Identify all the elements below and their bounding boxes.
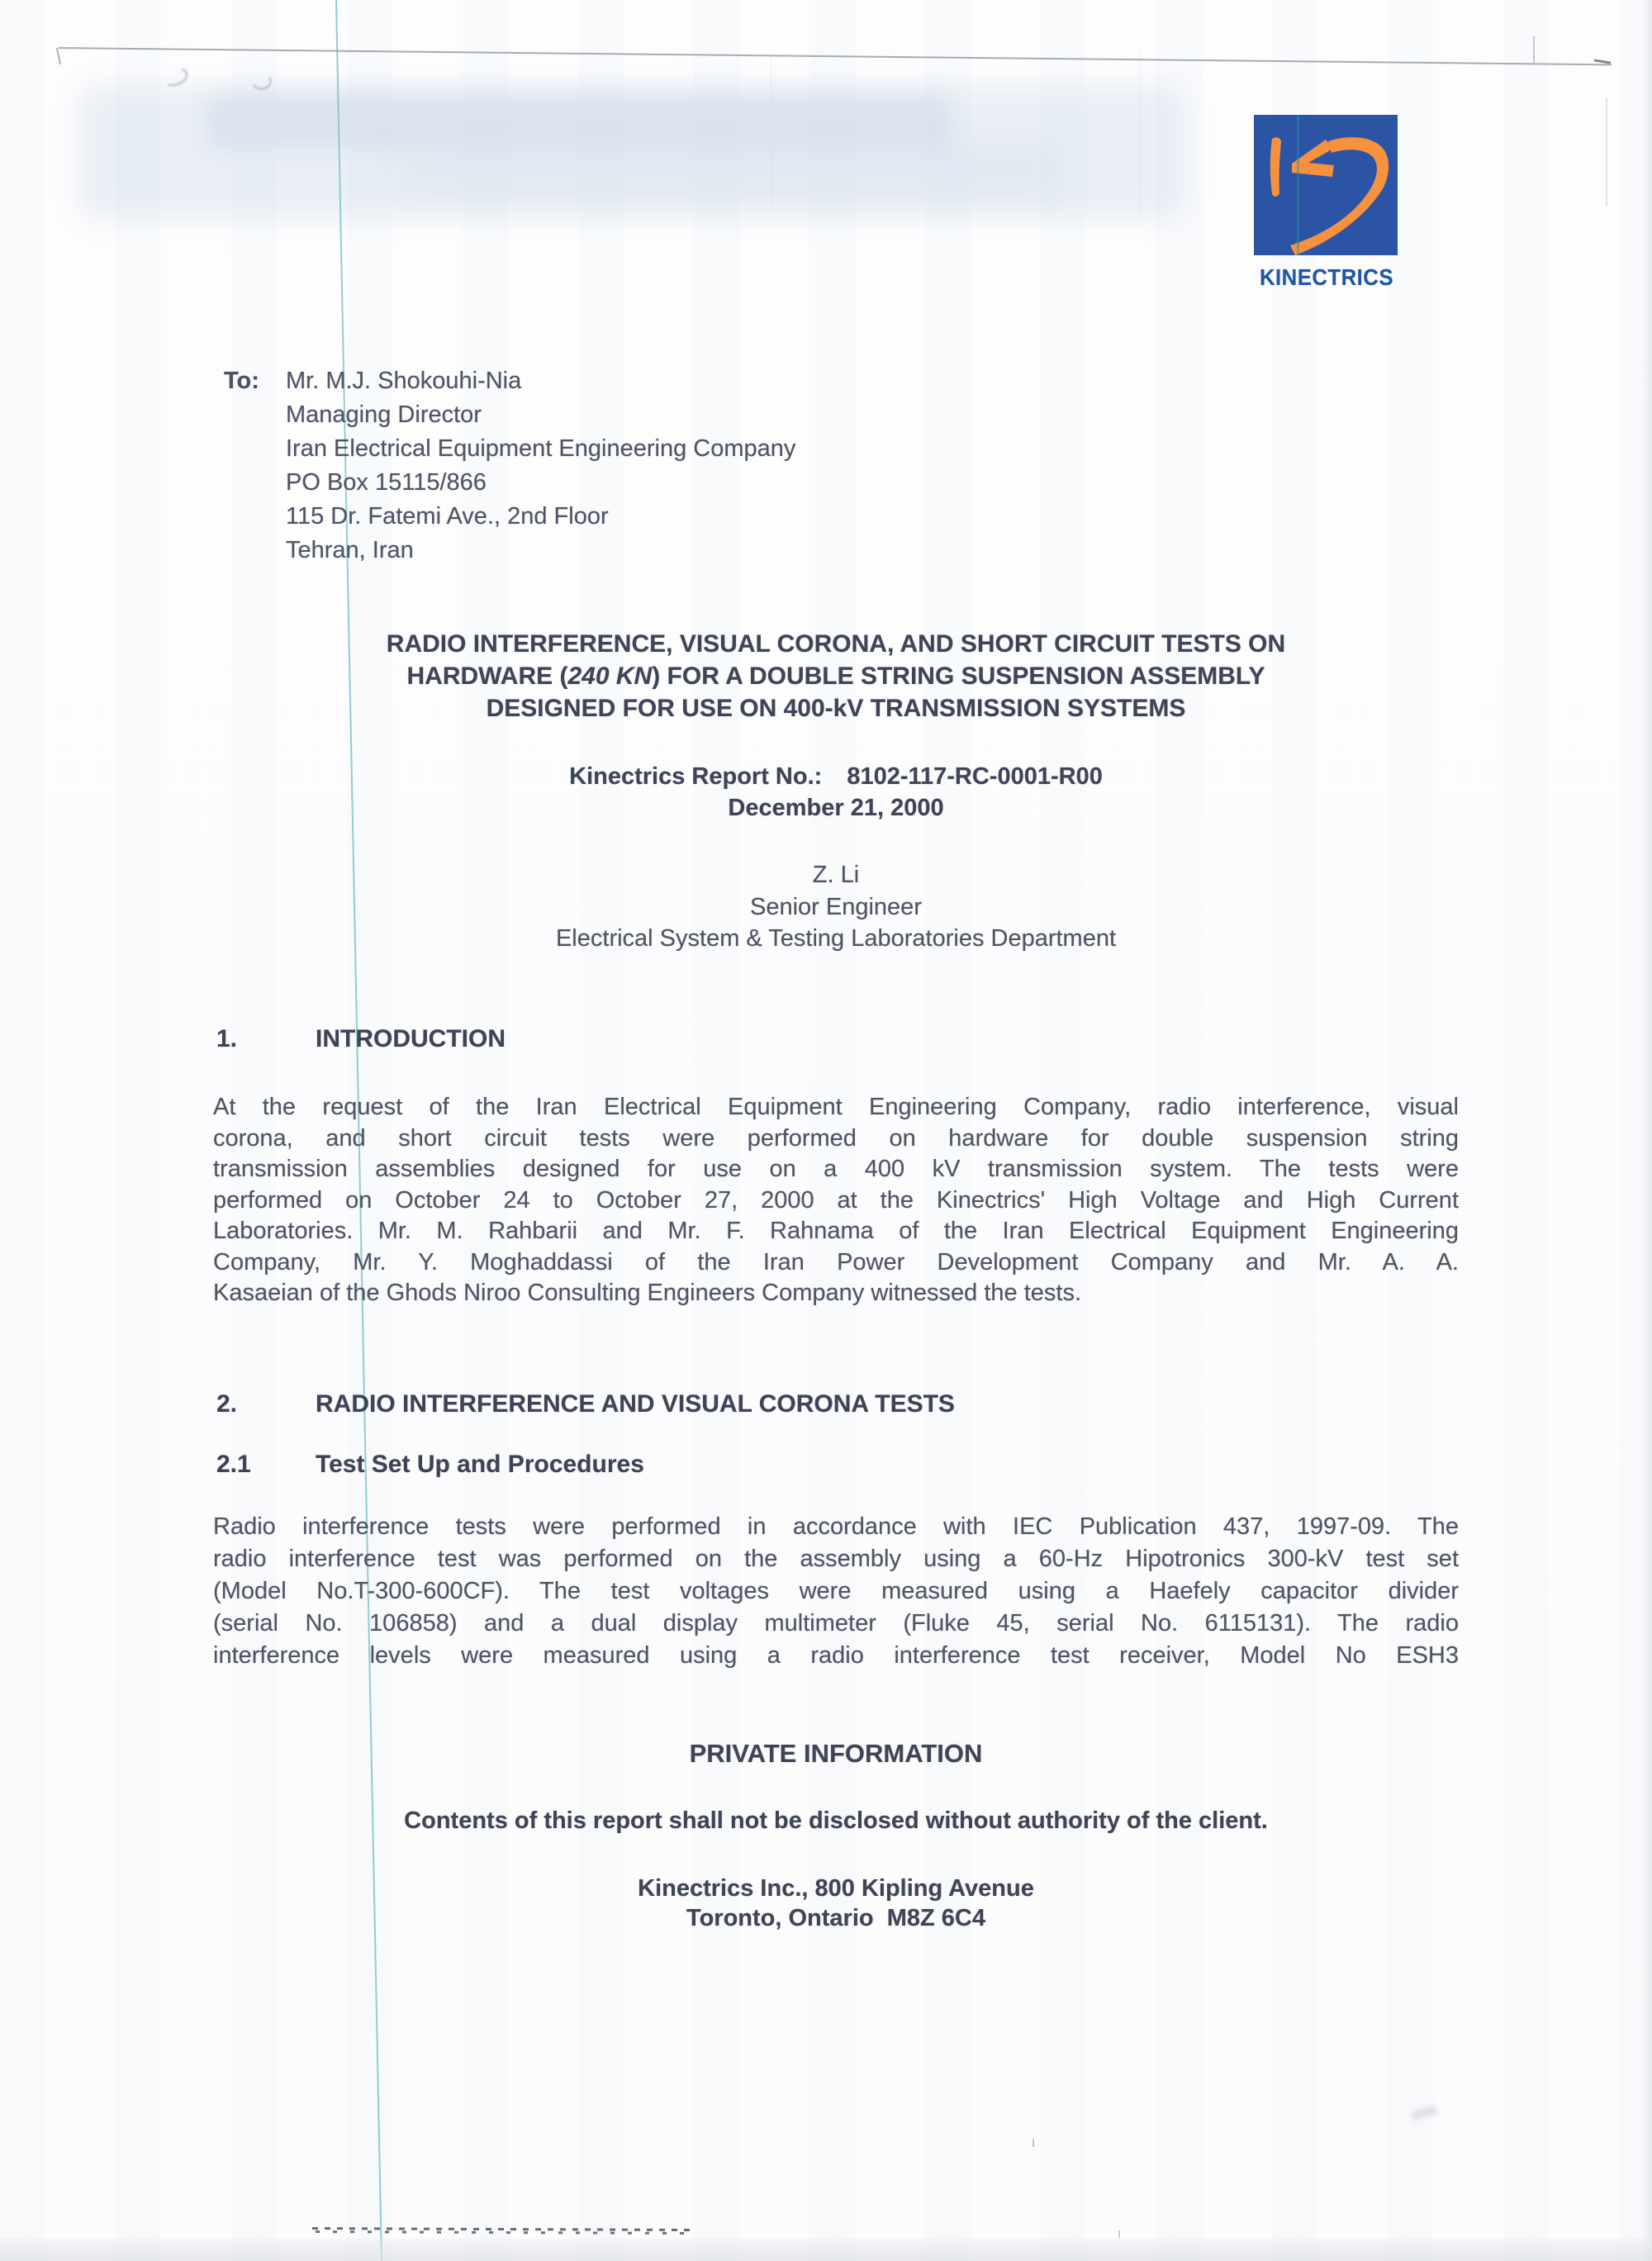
- intro-line: Laboratories. Mr. M. Rahbarii and Mr. F. Rahnama of the Iran Electrical Equipment Engineering: [213, 1218, 1459, 1244]
- setup-line: Radio interference tests were performed in accordance with IEC Publication 437, 1997-09. The: [213, 1513, 1459, 1540]
- scan-corner-tick: [1533, 36, 1535, 63]
- recipient-pobox: PO Box 15115/866: [286, 469, 487, 496]
- redacted-blur-band: [396, 140, 1057, 198]
- report-title-line2: HARDWARE (240 KN) FOR A DOUBLE STRING SUSPENSION ASSEMBLY: [406, 663, 1265, 690]
- kinectrics-wordmark: KINECTRICS: [1259, 264, 1393, 290]
- section-2-title: RADIO INTERFERENCE AND VISUAL CORONA TESTS: [316, 1390, 955, 1418]
- author-name: Z. Li: [812, 862, 860, 888]
- report-date: December 21, 2000: [728, 795, 944, 821]
- scan-edge-tick: [56, 48, 61, 64]
- author-department: Electrical System & Testing Laboratories Department: [555, 925, 1117, 952]
- intro-paragraph: [213, 1092, 1459, 1309]
- company-address-line2: Toronto, Ontario M8Z 6C4: [686, 1905, 985, 1931]
- intro-line: Kasaeian of the Ghods Niroo Consulting Engineers Company witnessed the tests.: [213, 1280, 1082, 1306]
- setup-line: (Model No.T-300-600CF). The test voltages were measured using a Haefely capacitor divider: [213, 1578, 1459, 1604]
- report-title: [213, 628, 1459, 724]
- setup-line: radio interference test was performed on the assembly using a 60-Hz Hipotronics 300-kV test set: [213, 1546, 1459, 1572]
- page-right-shadow: [1642, 0, 1652, 2261]
- scan-streak-in-logo: [1297, 115, 1299, 255]
- setup-line: interference levels were measured using a radio interference test receiver, Model No ESH3: [213, 1642, 1459, 1669]
- recipient-street: 115 Dr. Fatemi Ave., 2nd Floor: [286, 503, 609, 530]
- section-1-number: 1.: [216, 1025, 238, 1052]
- section-2-1-number: 2.1: [216, 1451, 251, 1478]
- scan-edge-line: [59, 47, 1612, 65]
- company-address-line1: Kinectrics Inc., 800 Kipling Avenue: [638, 1875, 1034, 1902]
- intro-line: transmission assemblies designed for use on a 400 kV transmission system. The tests were: [213, 1156, 1459, 1182]
- author-block: [213, 859, 1459, 955]
- recipient-role: Managing Director: [286, 401, 482, 428]
- title-italic-rating: 240 KN: [567, 663, 653, 690]
- kinectrics-logo-mark: [1254, 115, 1398, 255]
- report-number-label: Kinectrics Report No.:: [569, 763, 823, 790]
- confidentiality-notice: Contents of this report shall not be disclosed without authority of the client.: [404, 1807, 1268, 1834]
- scan-edge-sliver: [1606, 97, 1607, 207]
- setup-line: (serial No. 106858) and a dual display multimeter (Fluke 45, serial No. 6115131). The radio: [213, 1610, 1459, 1636]
- author-role: Senior Engineer: [750, 893, 922, 920]
- recipient-company: Iran Electrical Equipment Engineering Company: [286, 435, 796, 462]
- recipient-name: Mr. M.J. Shokouhi-Nia: [286, 368, 522, 394]
- section-1-title: INTRODUCTION: [316, 1025, 506, 1052]
- report-title-line3: DESIGNED FOR USE ON 400-kV TRANSMISSION SYSTEMS: [486, 695, 1186, 722]
- report-title-line1: RADIO INTERFERENCE, VISUAL CORONA, AND SHORT CIRCUIT TESTS ON: [386, 630, 1286, 658]
- scan-speck: [1118, 2230, 1120, 2238]
- cut-off-text-row: [312, 2227, 692, 2235]
- intro-line: Company, Mr. Y. Moghaddassi of the Iran Power Development Company and Mr. A. A.: [213, 1248, 1459, 1275]
- setup-paragraph: [213, 1511, 1459, 1672]
- scan-fold-line: [1140, 50, 1141, 215]
- report-number-line: [213, 761, 1459, 792]
- page-bottom-shadow: [0, 2239, 1652, 2261]
- scan-smudge: [1412, 2105, 1438, 2121]
- section-2-number: 2.: [216, 1390, 238, 1418]
- kinectrics-logo: [1254, 115, 1398, 291]
- recipient-address: [286, 364, 1029, 568]
- section-2-1-title: Test Set Up and Procedures: [316, 1451, 644, 1478]
- report-number-value: 8102-117-RC-0001-R00: [847, 763, 1103, 790]
- report-number-block: [213, 761, 1459, 824]
- intro-line: corona, and short circuit tests were performed on hardware for double suspension string: [213, 1124, 1459, 1152]
- scan-speck: [1032, 2139, 1034, 2147]
- intro-line: At the request of the Iran Electrical Equipment Engineering Company, radio interference, visual: [213, 1094, 1459, 1120]
- intro-line: performed on October 24 to October 27, 2000 at the Kinectrics' High Voltage and High Current: [213, 1186, 1459, 1214]
- recipient-label: To:: [224, 368, 259, 394]
- private-information-label: PRIVATE INFORMATION: [689, 1739, 983, 1768]
- recipient-city: Tehran, Iran: [286, 537, 414, 563]
